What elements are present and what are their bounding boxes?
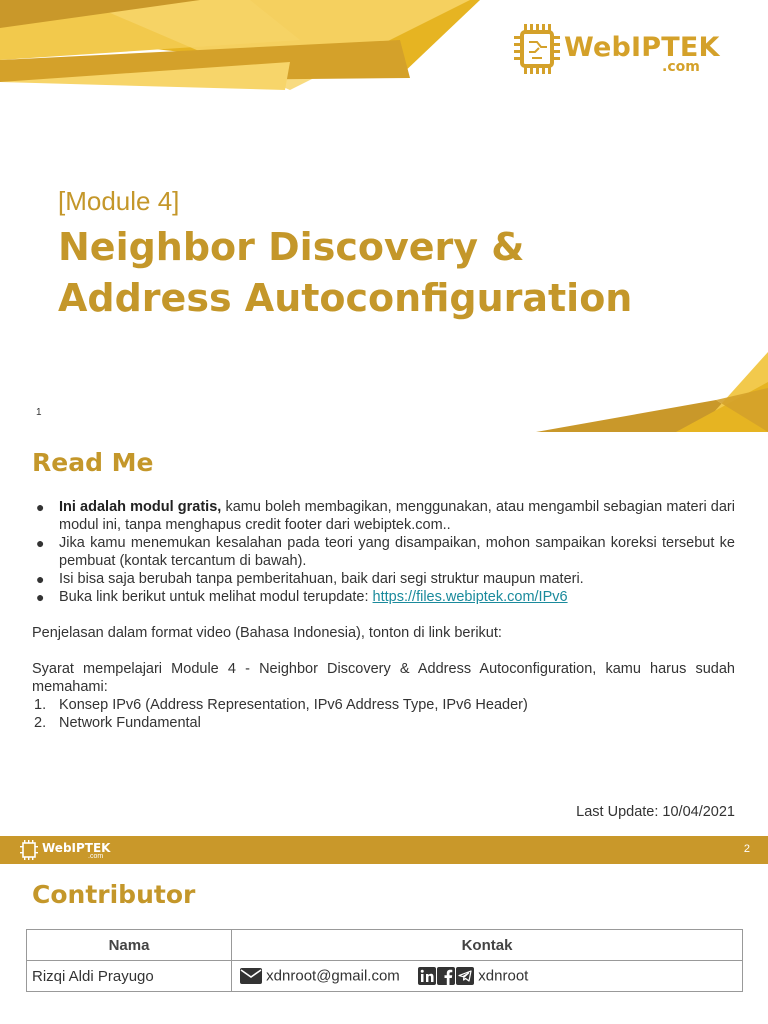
- list-item: ● Isi bisa saja berubah tanpa pemberitahuan, baik dari segi struktur maupun materi.: [36, 571, 584, 587]
- readme-heading: Read Me: [32, 448, 154, 477]
- linkedin-icon[interactable]: [418, 967, 436, 985]
- chip-icon: [20, 840, 38, 860]
- table-row: [27, 961, 743, 992]
- module-label: [Module 4]: [58, 186, 180, 216]
- list-item: 2. Network Fundamental: [34, 715, 201, 731]
- telegram-icon[interactable]: [456, 967, 474, 985]
- cover-corner-decoration: [536, 352, 768, 434]
- video-note: Penjelasan dalam format video (Bahasa Indonesia), tonton di link berikut:: [32, 625, 502, 641]
- facebook-icon[interactable]: [437, 967, 455, 985]
- footer-domain-text: .com: [88, 853, 104, 860]
- logo-brand-text: WebIPTEK: [564, 32, 720, 63]
- table-header-row: [27, 930, 743, 961]
- column-header-nama: Nama: [27, 930, 232, 961]
- page-title: [58, 222, 678, 324]
- bullet-icon: ●: [36, 571, 45, 587]
- bullet-icon: ●: [36, 535, 45, 551]
- list-item: 1. Konsep IPv6 (Address Representation, IPv6 Address Type, IPv6 Header): [34, 697, 528, 713]
- footer-page-number: 2: [743, 843, 750, 855]
- contributor-name: Rizqi Aldi Prayugo: [27, 961, 232, 992]
- contributor-social-handle[interactable]: xdnroot: [478, 967, 529, 985]
- mail-icon: [240, 968, 262, 984]
- column-header-kontak: Kontak: [232, 930, 743, 961]
- contributor-heading: Contributor: [32, 880, 196, 909]
- cover-page-number: 1: [36, 407, 42, 418]
- title-line-2: Address Autoconfiguration: [58, 276, 633, 320]
- footer-brand-text: WebIPTEK: [42, 841, 111, 855]
- top-banner-decoration: [0, 0, 480, 100]
- prereq-list: [32, 696, 735, 732]
- contributor-contact: [232, 961, 743, 992]
- page-footer-bar: [0, 836, 768, 864]
- bullet-icon: ●: [36, 589, 45, 605]
- contributor-email[interactable]: xdnroot@gmail.com: [266, 967, 400, 985]
- update-link[interactable]: https://files.webiptek.com/IPv6: [372, 589, 568, 605]
- prereq-intro: Syarat mempelajari Module 4 - Neighbor Discovery & Address Autoconfiguration, kamu harus sudah memahami:: [32, 661, 735, 695]
- contributor-table: [26, 929, 743, 992]
- list-item: ● Jika kamu menemukan kesalahan pada teori yang disampaikan, mohon sampaikan koreksi tersebut ke pembuat (kontak tercantum di bawah).: [36, 535, 735, 569]
- readme-bullet-list: [32, 498, 735, 606]
- list-item: ● Ini adalah modul gratis, kamu boleh membagikan, menggunakan, atau mengambil sebagian materi dari modul ini, tanpa menghapus credit footer dari webiptek.com..: [36, 499, 735, 533]
- last-update-text: Last Update: 10/04/2021: [576, 804, 735, 820]
- chip-icon: [514, 24, 560, 74]
- bullet-icon: ●: [36, 499, 45, 515]
- title-line-1: Neighbor Discovery &: [58, 225, 525, 269]
- webiptek-logo: [514, 24, 720, 76]
- list-item: ● Buka link berikut untuk melihat modul terupdate: https://files.webiptek.com/IPv6: [36, 589, 568, 605]
- logo-domain-text: .com: [662, 59, 700, 75]
